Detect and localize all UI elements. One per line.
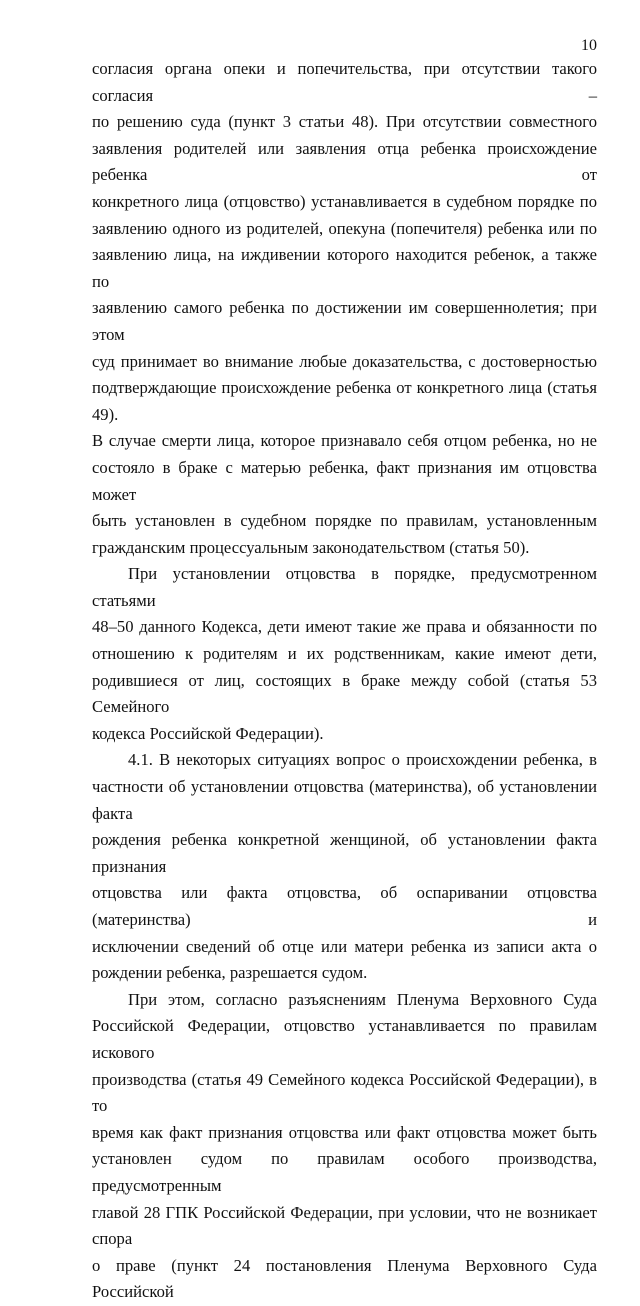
text-line: гражданским процессуальным законодательством (статья 50). [92, 537, 530, 557]
text-line: заявлению лица, на иждивении которого находится ребенок, а также по [92, 245, 597, 291]
text-line: родившиеся от лиц, состоящих в браке между собой (статья 53 Семейного [92, 670, 597, 717]
text-line: исключении сведений об отце или матери ребенка из записи акта о [92, 936, 597, 956]
text-line: подтверждающие происхождение ребенка от конкретного лица (статья 49). [92, 378, 597, 424]
text-line: кодекса Российской Федерации). [92, 723, 324, 743]
paragraph [92, 56, 597, 561]
text-line: о праве (пункт 24 постановления Пленума Верховного Суда Российской [92, 1255, 597, 1302]
text-line: конкретного лица (отцовство) устанавливается в судебном порядке по [92, 191, 597, 211]
text-line: установлен судом по правилам особого производства, предусмотренным [92, 1149, 597, 1195]
text-line: При установлении отцовства в порядке, предусмотренном статьями [92, 564, 597, 610]
text-line: заявления родителей или заявления отца ребенка происхождение ребенка от [92, 138, 597, 185]
paragraph [92, 747, 597, 986]
text-line: При этом, согласно разъяснениям Пленума Верховного Суда [128, 989, 597, 1009]
text-line: по решению суда (пункт 3 статьи 48). При отсутствии совместного [92, 112, 597, 132]
text-line: рождении ребенка, разрешается судом. [92, 963, 368, 983]
text-line: рождения ребенка конкретной женщиной, об установлении факта признания [92, 830, 597, 876]
text-line: быть установлен в судебном порядке по правилам, установленным [92, 511, 597, 531]
text-line: суд принимает во внимание любые доказательства, с достоверностью [92, 351, 597, 371]
text-line: 48–50 данного Кодекса, дети имеют такие же права и обязанности по [92, 617, 597, 637]
paragraph [92, 561, 597, 747]
text-line: 4.1. В некоторых ситуациях вопрос о происхождении ребенка, в [128, 750, 597, 770]
text-line: главой 28 ГПК Российской Федерации, при условии, что не возникает спора [92, 1202, 597, 1249]
text-line: согласия органа опеки и попечительства, при отсутствии такого согласия – [92, 59, 597, 105]
text-line: отцовства или факта отцовства, об оспаривании отцовства (материнства) и [92, 883, 597, 929]
text-line: производства (статья 49 Семейного кодекса Российской Федерации), в то [92, 1069, 597, 1116]
text-line: состояло в браке с матерью ребенка, факт признания им отцовства может [92, 457, 597, 504]
text-line: отношению к родителям и их родственникам, какие имеют дети, [92, 644, 597, 664]
text-line: В случае смерти лица, которое признавало себя отцом ребенка, но не [92, 431, 597, 451]
document-body [92, 56, 597, 1306]
text-line: Российской Федерации, отцовство устанавливается по правилам искового [92, 1016, 597, 1062]
text-line: заявлению самого ребенка по достижении им совершеннолетия; при этом [92, 298, 597, 344]
text-line: заявлению одного из родителей, опекуна (попечителя) ребенка или по [92, 218, 597, 238]
text-line: время как факт признания отцовства или факт отцовства может быть [92, 1122, 597, 1142]
page-number: 10 [581, 37, 597, 54]
paragraph [92, 987, 597, 1306]
text-line: частности об установлении отцовства (материнства), об установлении факта [92, 777, 597, 823]
